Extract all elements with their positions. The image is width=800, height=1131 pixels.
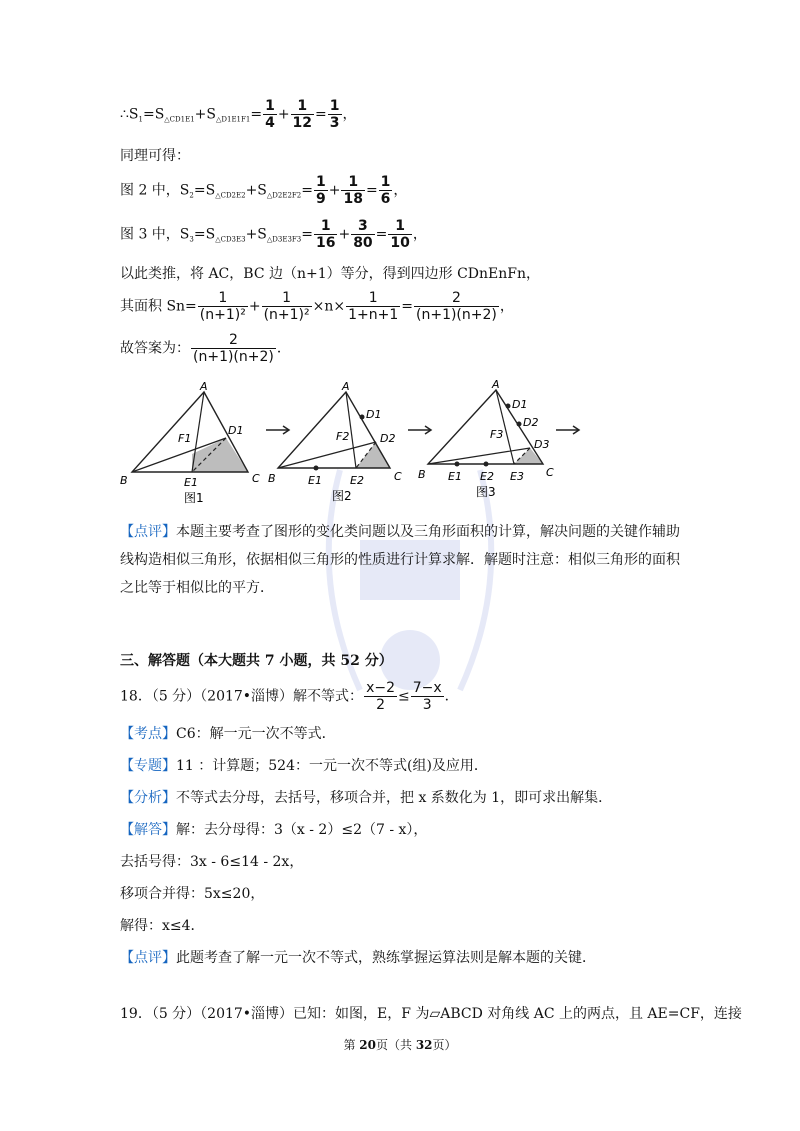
q18-stem: 18．（5 分）（2017•淄博）解不等式： $\frac{x-2}{2}$ ≤ $\frac{7-x}{3}$ ． [120,680,459,713]
svg-text:D1: D1 [366,408,382,421]
svg-text:E1: E1 [184,476,198,489]
svg-text:D2: D2 [380,432,396,445]
svg-text:B: B [120,474,128,487]
svg-text:C: C [394,470,402,483]
q18-fenxi: 【分析】不等式去分母，去括号，移项合并，把 x 系数化为 1，即可求出解集． [120,790,613,806]
q18-kaodian: 【考点】C6：解一元一次不等式． [120,726,336,742]
svg-text:D2: D2 [523,416,539,429]
figure-1 [120,380,260,505]
analogy-line: 以此类推，将 AC，BC 边（n+1）等分，得到四边形 CDnEnFn， [120,266,541,282]
svg-text:F1: F1 [178,432,192,445]
svg-text:D1: D1 [228,424,244,437]
svg-text:A: A [492,380,500,391]
svg-text:C: C [546,466,554,479]
svg-text:F2: F2 [336,430,350,443]
svg-text:图1: 图1 [184,491,204,505]
svg-text:E3: E3 [510,470,524,483]
page-footer: 第 20页（共 32页） [343,1038,457,1052]
q18-dianping: 【点评】此题考查了解一元一次不等式，熟练掌握运算法则是解本题的关键． [120,950,596,966]
svg-text:E1: E1 [448,470,462,483]
svg-text:E1: E1 [308,474,322,487]
q18-zhuanti: 【专题】11 ：计算题；524：一元一次不等式(组)及应用． [120,758,488,774]
triangle-figures [118,380,598,505]
svg-text:D3: D3 [534,438,550,451]
section-title: 三、解答题（本大题共 7 小题，共 52 分） [120,653,393,669]
q18-step1: 去括号得：3x - 6≤14 - 2x， [120,854,304,870]
fig3-equation: 图 3 中，$S_3=S_{\triangle CD3E3}+S_{\triangle D3E3F3}=$ $\frac{1}{16}$ + $\frac{3}{80}$ = $\frac{1}{10}$ ， [120,218,427,251]
q19-stem: 19．（5 分）（2017•淄博）已知：如图，E，F 为▱ABCD 对角线 AC 上的两点，且 AE=CF，连接 [120,1006,742,1022]
figure-3 [418,380,554,499]
svg-text:D1: D1 [512,398,528,411]
area-formula: 其面积 Sn= $\frac{1}{\text{(n+1)²}}$ + $\frac{1}{\text{(n+1)²}}$ ×n× $\frac{1}{1+n+1}$ = $\frac{2}{(n+1)(n+2)}$ ， [120,290,514,323]
svg-text:E2: E2 [480,470,494,483]
svg-text:A: A [342,380,350,393]
same-reasoning: 同理可得： [120,148,190,164]
answer-line: 故答案为： $\frac{2}{(n+1)(n+2)}$ ． [120,332,291,365]
q18-step2: 移项合并得：5x≤20， [120,886,265,902]
comment-17: 【点评】本题主要考查了图形的变化类问题以及三角形面积的计算，解决问题的关键作辅助线构造相似三角形，依据相似三角形的性质进行计算求解．解题时注意：相似三角形的面积之比等于相似比的平方． [120,524,680,596]
q18-step3: 解得：x≤4． [120,918,205,934]
q18-jieda: 【解答】解：去分母得：3（x - 2）≤2（7 - x）， [120,822,428,838]
svg-text:B: B [268,472,276,485]
svg-text:A: A [200,380,208,393]
svg-text:图2: 图2 [332,489,352,503]
s1-equation: $\therefore S_1=S_{\triangle CD1E1}+S_{\triangle D1E1F1}=$ $\frac{1}{4}$ + $\frac{1}{12}$ = $\frac{1}{3}$ ， [120,98,357,131]
svg-text:C: C [252,472,260,485]
figure-2 [268,380,402,503]
svg-text:E2: E2 [350,474,364,487]
svg-text:B: B [418,468,426,481]
svg-text:图3: 图3 [476,485,496,499]
fig2-equation: 图 2 中，$S_2=S_{\triangle CD2E2}+S_{\triangle D2E2F2}=$ $\frac{1}{9}$ + $\frac{1}{18}$ = $\frac{1}{6}$ ， [120,174,408,207]
svg-text:F3: F3 [490,428,504,441]
